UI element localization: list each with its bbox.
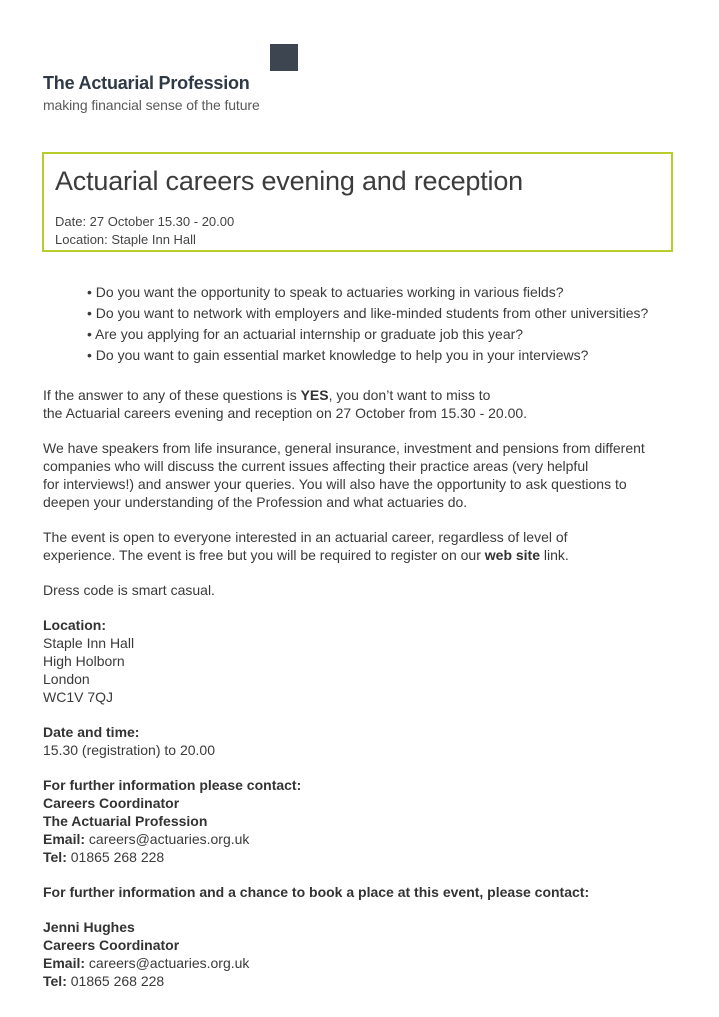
booking-contact-block [43, 918, 703, 990]
contact-org: The Actuarial Profession [43, 813, 208, 829]
contact-tel: 01865 268 228 [66, 849, 165, 865]
web-site-link[interactable]: web site [484, 547, 541, 563]
org-tagline: making financial sense of the future [43, 97, 260, 113]
booking-heading [43, 883, 703, 901]
datetime-label: Date and time: [43, 724, 140, 740]
contact-tel: 01865 268 228 [66, 973, 165, 989]
contact-email[interactable]: careers@actuaries.org.uk [85, 831, 250, 847]
tel-label: Tel: [43, 973, 67, 989]
address-line: Staple Inn Hall [43, 635, 135, 651]
datetime-value: 15.30 (registration) to 20.00 [43, 742, 215, 758]
list-item: • Do you want the opportunity to speak to actuaries working in various fields? [87, 283, 703, 301]
open-event-text: experience. The event is free but you will be required to register on our [43, 547, 485, 563]
booking-heading-text: For further information and a chance to book a place at this event, please contact: [43, 884, 590, 900]
speakers-line: We have speakers from life insurance, general insurance, investment and pensions from different [43, 440, 645, 456]
open-event-text: link. [540, 547, 569, 563]
org-name: The Actuarial Profession [43, 73, 250, 93]
speakers-line: for interviews!) and answer your queries. You will also have the opportunity to ask questions to [43, 476, 627, 492]
intro-text: , you don’t want to miss to [328, 387, 491, 403]
intro-line [43, 386, 703, 404]
question-list [43, 283, 703, 364]
intro-line: the Actuarial careers evening and reception on 27 October from 15.30 - 20.00. [43, 405, 528, 421]
tel-label: Tel: [43, 849, 67, 865]
contact-email[interactable]: careers@actuaries.org.uk [85, 955, 250, 971]
contact-tel-line [43, 972, 703, 990]
open-event-line [43, 546, 703, 564]
dress-code: Dress code is smart casual. [43, 582, 215, 598]
contact-tel-line [43, 848, 703, 866]
location-block [43, 616, 703, 706]
main-content [43, 283, 703, 1007]
list-item: • Are you applying for an actuarial internship or graduate job this year? [87, 325, 703, 343]
contact-role: Careers Coordinator [43, 937, 180, 953]
email-label: Email: [43, 831, 86, 847]
yes-emphasis: YES [300, 387, 329, 403]
speakers-line: deepen your understanding of the Profession and what actuaries do. [43, 494, 468, 510]
address-line: High Holborn [43, 653, 125, 669]
event-date: Date: 27 October 15.30 - 20.00 [55, 214, 235, 229]
event-box [42, 152, 673, 252]
contact-block [43, 776, 703, 866]
event-location: Location: Staple Inn Hall [55, 232, 196, 247]
contact-name: Jenni Hughes [43, 919, 135, 935]
location-label: Location: [43, 617, 106, 633]
intro-text: If the answer to any of these questions is [43, 387, 301, 403]
speakers-paragraph [43, 439, 703, 511]
address-line: London [43, 671, 90, 687]
list-item: • Do you want to network with employers and like-minded students from other universities? [87, 304, 703, 322]
contact-heading: For further information please contact: [43, 777, 302, 793]
open-event-paragraph [43, 528, 703, 564]
speakers-line: companies who will discuss the current issues affecting their practice areas (very helpful [43, 458, 589, 474]
contact-email-line [43, 830, 703, 848]
event-title: Actuarial careers evening and reception [55, 166, 523, 196]
open-event-line: The event is open to everyone interested in an actuarial career, regardless of level of [43, 529, 568, 545]
list-item: • Do you want to gain essential market knowledge to help you in your interviews? [87, 346, 703, 364]
intro-paragraph [43, 386, 703, 422]
logo-square [270, 44, 298, 71]
datetime-block [43, 723, 703, 759]
address-line: WC1V 7QJ [43, 689, 114, 705]
contact-role: Careers Coordinator [43, 795, 180, 811]
email-label: Email: [43, 955, 86, 971]
contact-email-line [43, 954, 703, 972]
